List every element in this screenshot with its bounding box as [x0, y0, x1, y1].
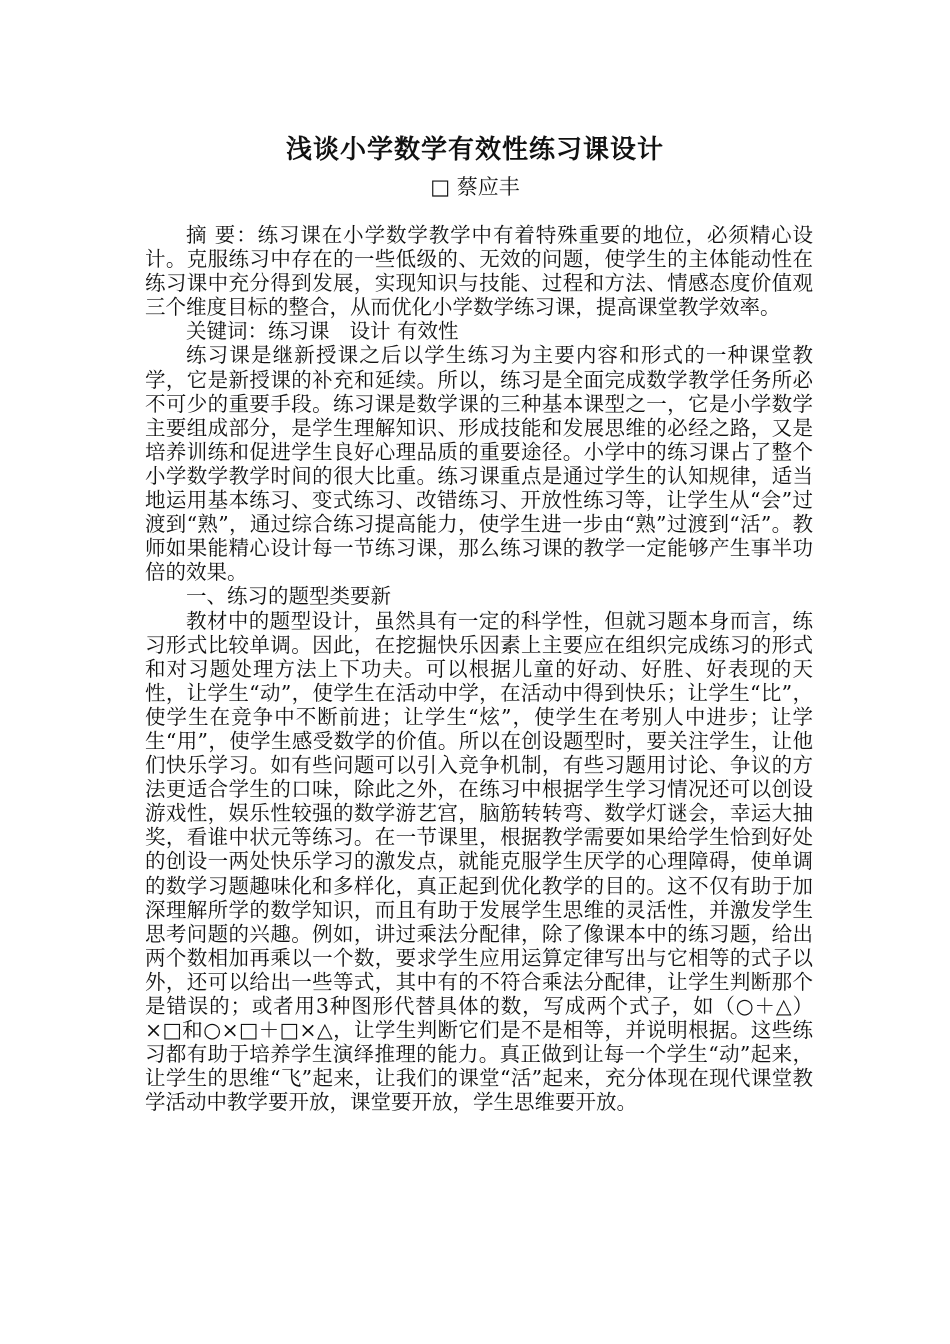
section-heading: 一、练习的题型类要新	[186, 584, 391, 609]
section-paragraph: 教材中的题型设计，虽然具有一定的科学性，但就习题本身而言，练习形式比较单调。因此，在挖掘快乐因素上主要应在组织完成练习的形式和对习题处理方法上下功夫。可以根据儿童的好动、好胜、好表现的天性，让学生“动”，使学生在活动中学，在活动中得到快乐；让学生“比”，使学生在竞争中不断前进；让学生“炫”，使学生在考别人中进步；让学生“用”，使学生感受数学的价值。所以在创设题型时，要关注学生，让他们快乐学习。如有些问题可以引入竞争机制，有些习题用讨论、争议的方法更适合学生的口味，除此之外，在练习中根据学生学习情况还可以创设游戏性，娱乐性较强的数学游艺宫，脑筋转转弯、数学灯谜会，幸运大抽奖，看谁中状元等练习。在一节课里，根据教学需要如果给学生恰到好处的创设一两处快乐学习的激发点，就能克服学生厌学的心理障碍，使单调的数学习题趣味化和多样化，真正起到优化教学的目的。这不仅有助于加深理解所学的数学知识，而且有助于发展学生思维的灵活性，并激发学生思考问题的兴趣。例如，讲过乘法分配律，除了像课本中的练习题，给出两个数相加再乘以一个数，要求学生应用运算定律写出与它相等的式子以外，还可以给出一些等式，其中有的不符合乘法分配律，让学生判断那个是错误的；或者用3种图形代替具体的数，写成两个式子，如（○＋△）×□和○×□＋□×△，让学生判断它们是不是相等，并说明根据。这些练习都有助于培养学生演绎推理的能力。真正做到让每一个学生“动”起来，让学生的思维“飞”起来，让我们的课堂“活”起来，充分体现在现代课堂教学活动中教学要开放，课堂要开放，学生思维要开放。	[145, 608, 813, 1115]
keywords-paragraph	[145, 319, 813, 343]
keywords-label: 关键词：练习课	[186, 319, 330, 344]
intro-paragraph: 练习课是继新授课之后以学生练习为主要内容和形式的一种课堂教学，它是新授课的补充和延续。所以，练习是全面完成数学教学任务所必不可少的重要手段。练习课是数学课的三种基本课型之一，它是小学数学主要组成部分，是学生理解知识、形成技能和发展思维的必经之路，又是培养训练和促进学生良好心理品质的重要途径。小学中的练习课占了整个小学数学教学时间的很大比重。练习课重点是通过学生的认知规律，适当地运用基本练习、变式练习、改错练习、开放性练习等，让学生从“会”过渡到“熟”，通过综合练习提高能力，使学生进一步由“熟”过渡到“活”。教师如果能精心设计每一节练习课，那么练习课的教学一定能够产生事半功倍的效果。	[145, 343, 813, 585]
article-title: 浅谈小学数学有效性练习课设计	[285, 135, 664, 165]
keywords-values: 设计 有效性	[349, 319, 459, 344]
abstract-paragraph: 摘 要：练习课在小学数学教学中有着特殊重要的地位，必须精心设计。克服练习中存在的一些低级的、无效的问题，使学生的主体能动性在练习课中充分得到发展，实现知识与技能、过程和方法、情感态度价值观三个维度目标的整合，从而优化小学数学练习课，提高课堂教学效率。	[145, 223, 813, 320]
article-body	[145, 223, 813, 1114]
author-line: □ 蔡应丰	[430, 175, 520, 199]
